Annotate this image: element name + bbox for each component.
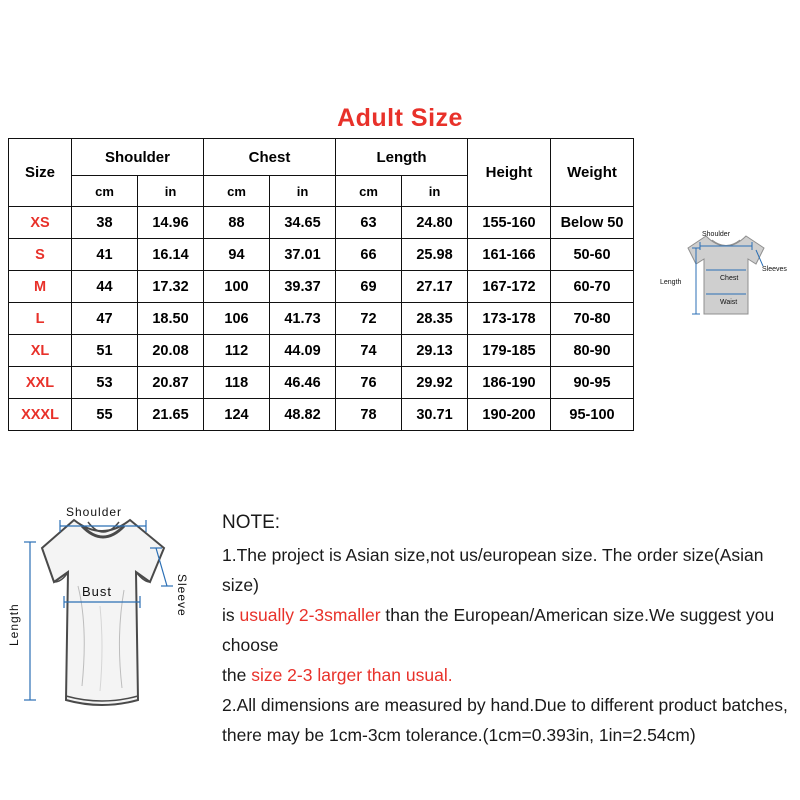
cell-size: XL bbox=[9, 335, 72, 367]
cell-height: 179-185 bbox=[468, 335, 551, 367]
cell-length-cm: 69 bbox=[336, 271, 402, 303]
cell-size: M bbox=[9, 271, 72, 303]
big-label-bust: Bust bbox=[82, 584, 113, 599]
cell-size: XXL bbox=[9, 367, 72, 399]
cell-length-in: 29.92 bbox=[402, 367, 468, 399]
big-label-shoulder: Shoulder bbox=[66, 505, 123, 519]
unit-length-in: in bbox=[402, 176, 468, 207]
unit-chest-cm: cm bbox=[204, 176, 270, 207]
cell-chest-in: 39.37 bbox=[270, 271, 336, 303]
cell-chest-in: 37.01 bbox=[270, 239, 336, 271]
cell-size: XXXL bbox=[9, 399, 72, 431]
header-size: Size bbox=[9, 139, 72, 207]
note-line-1 bbox=[222, 540, 792, 600]
cell-shoulder-in: 20.87 bbox=[138, 367, 204, 399]
table-row bbox=[9, 335, 634, 367]
mini-shirt-diagram bbox=[660, 218, 792, 358]
note-line-3 bbox=[222, 660, 792, 690]
cell-length-in: 24.80 bbox=[402, 207, 468, 239]
cell-shoulder-in: 18.50 bbox=[138, 303, 204, 335]
mini-label-sleeves: Sleeves bbox=[762, 266, 787, 273]
cell-weight: 70-80 bbox=[551, 303, 634, 335]
unit-shoulder-in: in bbox=[138, 176, 204, 207]
cell-size: XS bbox=[9, 207, 72, 239]
cell-chest-cm: 118 bbox=[204, 367, 270, 399]
cell-chest-in: 48.82 bbox=[270, 399, 336, 431]
note-line-2-prefix: is bbox=[222, 605, 240, 625]
cell-weight: 60-70 bbox=[551, 271, 634, 303]
table-group-header-row bbox=[9, 139, 634, 176]
cell-chest-in: 34.65 bbox=[270, 207, 336, 239]
cell-shoulder-cm: 53 bbox=[72, 367, 138, 399]
cell-length-cm: 78 bbox=[336, 399, 402, 431]
unit-chest-in: in bbox=[270, 176, 336, 207]
cell-length-in: 27.17 bbox=[402, 271, 468, 303]
cell-shoulder-cm: 55 bbox=[72, 399, 138, 431]
header-shoulder: Shoulder bbox=[72, 139, 204, 176]
cell-length-cm: 63 bbox=[336, 207, 402, 239]
size-table bbox=[8, 138, 634, 431]
cell-weight: Below 50 bbox=[551, 207, 634, 239]
mini-shirt-svg bbox=[660, 218, 792, 358]
cell-length-in: 25.98 bbox=[402, 239, 468, 271]
cell-chest-cm: 94 bbox=[204, 239, 270, 271]
cell-height: 186-190 bbox=[468, 367, 551, 399]
cell-chest-cm: 88 bbox=[204, 207, 270, 239]
cell-size: S bbox=[9, 239, 72, 271]
header-length: Length bbox=[336, 139, 468, 176]
cell-shoulder-cm: 41 bbox=[72, 239, 138, 271]
mini-label-shoulder: Shoulder bbox=[702, 231, 731, 238]
header-height: Height bbox=[468, 139, 551, 207]
shirt-shape bbox=[42, 520, 164, 705]
page-title: Adult Size bbox=[337, 104, 463, 132]
cell-weight: 80-90 bbox=[551, 335, 634, 367]
cell-length-cm: 74 bbox=[336, 335, 402, 367]
mini-label-waist: Waist bbox=[720, 299, 738, 306]
cell-height: 173-178 bbox=[468, 303, 551, 335]
cell-chest-in: 41.73 bbox=[270, 303, 336, 335]
big-shirt-diagram bbox=[4, 486, 214, 736]
big-label-sleeve: Sleeve bbox=[175, 574, 189, 617]
note-emphasis-smaller: usually 2-3smaller bbox=[239, 605, 381, 625]
cell-height: 161-166 bbox=[468, 239, 551, 271]
note-heading: NOTE: bbox=[222, 512, 281, 533]
cell-shoulder-cm: 44 bbox=[72, 271, 138, 303]
cell-length-cm: 72 bbox=[336, 303, 402, 335]
note-emphasis-larger: size 2-3 larger than usual. bbox=[251, 665, 453, 685]
table-row bbox=[9, 207, 634, 239]
big-label-length: Length bbox=[7, 603, 21, 646]
cell-shoulder-cm: 47 bbox=[72, 303, 138, 335]
unit-length-cm: cm bbox=[336, 176, 402, 207]
cell-size: L bbox=[9, 303, 72, 335]
cell-weight: 50-60 bbox=[551, 239, 634, 271]
header-weight: Weight bbox=[551, 139, 634, 207]
cell-weight: 95-100 bbox=[551, 399, 634, 431]
big-shirt-svg bbox=[4, 486, 214, 736]
cell-length-in: 29.13 bbox=[402, 335, 468, 367]
cell-shoulder-cm: 38 bbox=[72, 207, 138, 239]
table-row bbox=[9, 399, 634, 431]
note-line-4: 2.All dimensions are measured by hand.Due to different product batches, bbox=[222, 695, 788, 715]
cell-chest-cm: 124 bbox=[204, 399, 270, 431]
cell-shoulder-cm: 51 bbox=[72, 335, 138, 367]
cell-height: 155-160 bbox=[468, 207, 551, 239]
cell-length-in: 28.35 bbox=[402, 303, 468, 335]
cell-height: 167-172 bbox=[468, 271, 551, 303]
note-block bbox=[222, 508, 792, 750]
unit-shoulder-cm: cm bbox=[72, 176, 138, 207]
cell-length-cm: 66 bbox=[336, 239, 402, 271]
cell-weight: 90-95 bbox=[551, 367, 634, 399]
cell-chest-cm: 100 bbox=[204, 271, 270, 303]
cell-length-in: 30.71 bbox=[402, 399, 468, 431]
cell-height: 190-200 bbox=[468, 399, 551, 431]
table-row bbox=[9, 303, 634, 335]
table-row bbox=[9, 367, 634, 399]
cell-length-cm: 76 bbox=[336, 367, 402, 399]
cell-chest-cm: 112 bbox=[204, 335, 270, 367]
note-line-1-text: 1.The project is Asian size,not us/european size. The order size(Asian size) bbox=[222, 545, 764, 595]
cell-shoulder-in: 14.96 bbox=[138, 207, 204, 239]
note-line-2-suffix: than the European/American size.We suggest you choose bbox=[222, 605, 775, 655]
note-line-2 bbox=[222, 600, 792, 660]
cell-chest-cm: 106 bbox=[204, 303, 270, 335]
bottom-section bbox=[0, 484, 800, 744]
cell-chest-in: 44.09 bbox=[270, 335, 336, 367]
note-line-5: there may be 1cm-3cm tolerance.(1cm=0.393in, 1in=2.54cm) bbox=[222, 725, 696, 745]
note-line-3-prefix: the bbox=[222, 665, 252, 685]
table-row bbox=[9, 239, 634, 271]
cell-chest-in: 46.46 bbox=[270, 367, 336, 399]
cell-shoulder-in: 17.32 bbox=[138, 271, 204, 303]
table-row bbox=[9, 271, 634, 303]
header-chest: Chest bbox=[204, 139, 336, 176]
cell-shoulder-in: 21.65 bbox=[138, 399, 204, 431]
cell-shoulder-in: 16.14 bbox=[138, 239, 204, 271]
cell-shoulder-in: 20.08 bbox=[138, 335, 204, 367]
mini-label-length: Length bbox=[660, 279, 682, 286]
mini-label-chest: Chest bbox=[720, 275, 739, 282]
